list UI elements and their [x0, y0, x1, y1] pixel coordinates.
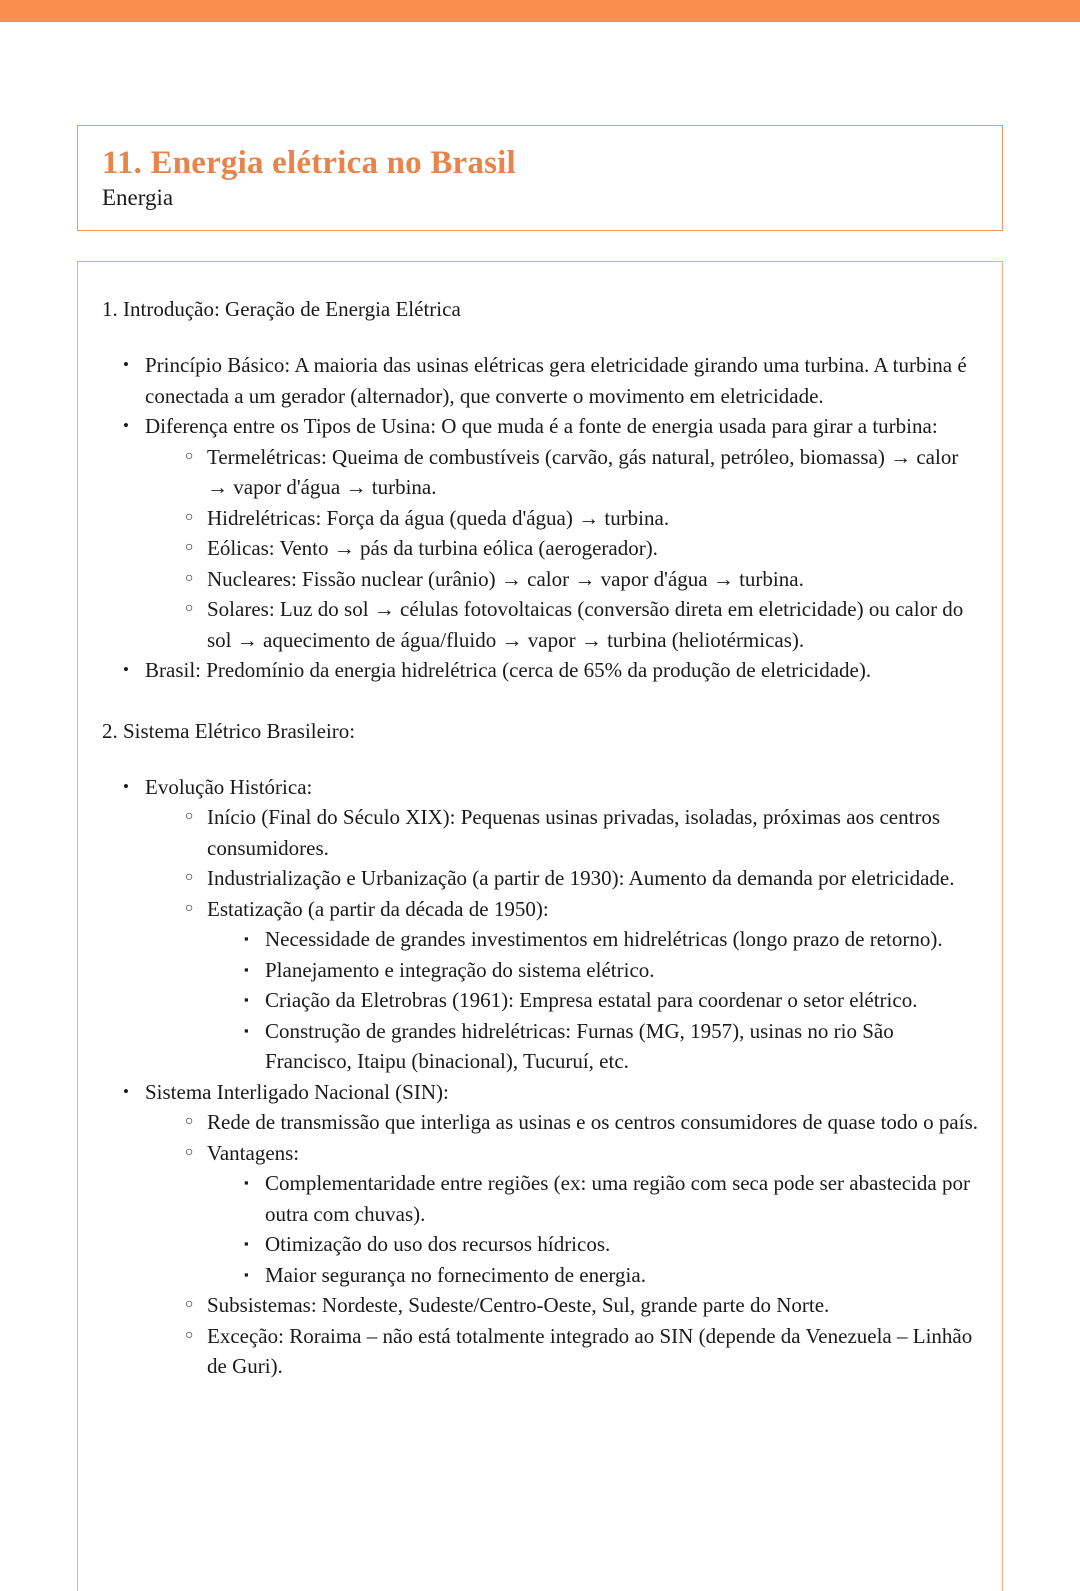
list-item [167, 442, 980, 503]
list-item-text: Complementaridade entre regiões (ex: uma região com seca pode ser abastecida por outra com chuvas). [265, 1171, 970, 1226]
sublist-vantagens [207, 1168, 980, 1290]
list-item [167, 1107, 980, 1138]
bullet-circle-icon: ○ [185, 900, 194, 916]
list-item-text: Princípio Básico: A maioria das usinas elétricas gera eletricidade girando uma turbina. A turbina é conectada a um gerador (alternador), que converte o movimento em eletricidade. [145, 353, 967, 408]
list-item [105, 655, 980, 686]
bullet-circle-icon: ○ [185, 1144, 194, 1160]
list-item-text: Evolução Histórica: [145, 774, 313, 799]
list-item-text: Exceção: Roraima – não está totalmente integrado ao SIN (depende da Venezuela – Linhão de Guri). [207, 1323, 973, 1378]
list-section-2 [102, 772, 980, 1382]
list-item-text: Início (Final do Século XIX): Pequenas usinas privadas, isoladas, próximas aos centros consumidores. [207, 805, 941, 860]
sublist-evolucao-historica [145, 802, 980, 1077]
bullet-circle-icon: ○ [185, 870, 194, 885]
section-heading-1: 1. Introdução: Geração de Energia Elétrica [102, 297, 461, 321]
bullet-circle-icon: ○ [185, 540, 194, 555]
list-item [227, 1260, 980, 1291]
list-item [167, 802, 980, 863]
list-item [105, 411, 980, 655]
list-item-text: Maior segurança no fornecimento de energia. [265, 1262, 646, 1287]
list-item [167, 1290, 980, 1321]
list-item-text: Solares: Luz do sol → células fotovoltaicas (conversão direta em eletricidade) ou calor do sol → aquecimento de água/fluido → vapor → turbina (heliotérmicas). [207, 597, 964, 652]
sublist-usina-tipos [145, 442, 980, 656]
list-item-text: Hidrelétricas: Força da água (queda d'água) → turbina. [207, 505, 670, 530]
list-item-text: Sistema Interligado Nacional (SIN): [145, 1079, 449, 1104]
bullet-disc-icon: • [123, 660, 129, 679]
bullet-circle-icon: ○ [185, 1114, 194, 1129]
list-item [227, 955, 980, 986]
list-item [227, 1168, 980, 1229]
list-item [167, 594, 980, 655]
top-accent-bar [0, 0, 1080, 22]
list-item [227, 1016, 980, 1077]
list-item-text: Otimização do uso dos recursos hídricos. [265, 1232, 611, 1256]
list-item [105, 772, 980, 1077]
list-item-text: Estatização (a partir da década de 1950): [207, 896, 549, 921]
list-item [167, 863, 980, 894]
page-title: 11. Energia elétrica no Brasil [102, 145, 516, 181]
bullet-square-icon: ▪ [244, 1022, 249, 1038]
page-subtitle: Energia [102, 185, 174, 210]
list-item-text: Construção de grandes hidrelétricas: Furnas (MG, 1957), usinas no rio São Francisco, Itaipu (binacional), Tucuruí, etc. [265, 1018, 894, 1073]
list-item-text: Planejamento e integração do sistema elétrico. [265, 957, 655, 982]
list-item [167, 533, 980, 564]
list-item-text: Termelétricas: Queima de combustíveis (carvão, gás natural, petróleo, biomassa) → calor → vapor d'água → turbina. [207, 444, 959, 499]
sublist-sin [145, 1107, 980, 1382]
sublist-estatizacao [207, 924, 980, 1077]
bullet-square-icon: ▪ [244, 1266, 249, 1282]
list-item-text: Rede de transmissão que interliga as usinas e os centros consumidores de quase todo o país. [207, 1110, 978, 1134]
list-item [227, 924, 980, 955]
list-item-text: Eólicas: Vento → pás da turbina eólica (aerogerador). [207, 536, 658, 560]
bullet-circle-icon: ○ [185, 570, 194, 586]
list-item [167, 1138, 980, 1291]
list-item-text: Subsistemas: Nordeste, Sudeste/Centro-Oeste, Sul, grande parte do Norte. [207, 1293, 830, 1317]
bullet-circle-icon: ○ [185, 809, 194, 824]
bullet-circle-icon: ○ [185, 509, 194, 525]
bullet-square-icon: ▪ [244, 992, 249, 1007]
bullet-square-icon: ▪ [244, 1236, 249, 1251]
bullet-circle-icon: ○ [185, 601, 194, 616]
title-card [77, 125, 1003, 231]
list-item [167, 564, 980, 595]
list-item-text: Brasil: Predomínio da energia hidrelétrica (cerca de 65% da produção de eletricidade). [145, 658, 872, 682]
list-item [105, 1077, 980, 1382]
list-item [167, 1321, 980, 1382]
list-item-text: Diferença entre os Tipos de Usina: O que muda é a fonte de energia usada para girar a turbina: [145, 414, 938, 438]
bullet-disc-icon: • [123, 776, 129, 796]
list-item-text: Nucleares: Fissão nuclear (urânio) → calor → vapor d'água → turbina. [207, 566, 804, 591]
list-section-1 [102, 350, 980, 686]
bullet-circle-icon: ○ [185, 1327, 194, 1343]
list-item-text: Vantagens: [207, 1140, 300, 1165]
bullet-disc-icon: • [123, 1081, 129, 1101]
bullet-square-icon: ▪ [244, 931, 249, 946]
bullet-square-icon: ▪ [244, 1175, 249, 1190]
list-item [227, 1229, 980, 1260]
bullet-disc-icon: • [123, 416, 129, 435]
list-item [167, 894, 980, 1077]
bullet-circle-icon: ○ [185, 1297, 194, 1312]
section-heading-2: 2. Sistema Elétrico Brasileiro: [102, 718, 356, 743]
bullet-square-icon: ▪ [244, 961, 249, 977]
list-item-text: Criação da Eletrobras (1961): Empresa estatal para coordenar o setor elétrico. [265, 988, 918, 1012]
bullet-disc-icon: • [123, 355, 129, 374]
list-item [105, 350, 980, 411]
list-item [227, 985, 980, 1016]
list-item [167, 503, 980, 534]
document-body [77, 261, 1003, 1591]
bullet-circle-icon: ○ [185, 448, 194, 464]
list-item-text: Industrialização e Urbanização (a partir de 1930): Aumento da demanda por eletricidade. [207, 866, 955, 890]
list-item-text: Necessidade de grandes investimentos em hidrelétricas (longo prazo de retorno). [265, 927, 943, 951]
